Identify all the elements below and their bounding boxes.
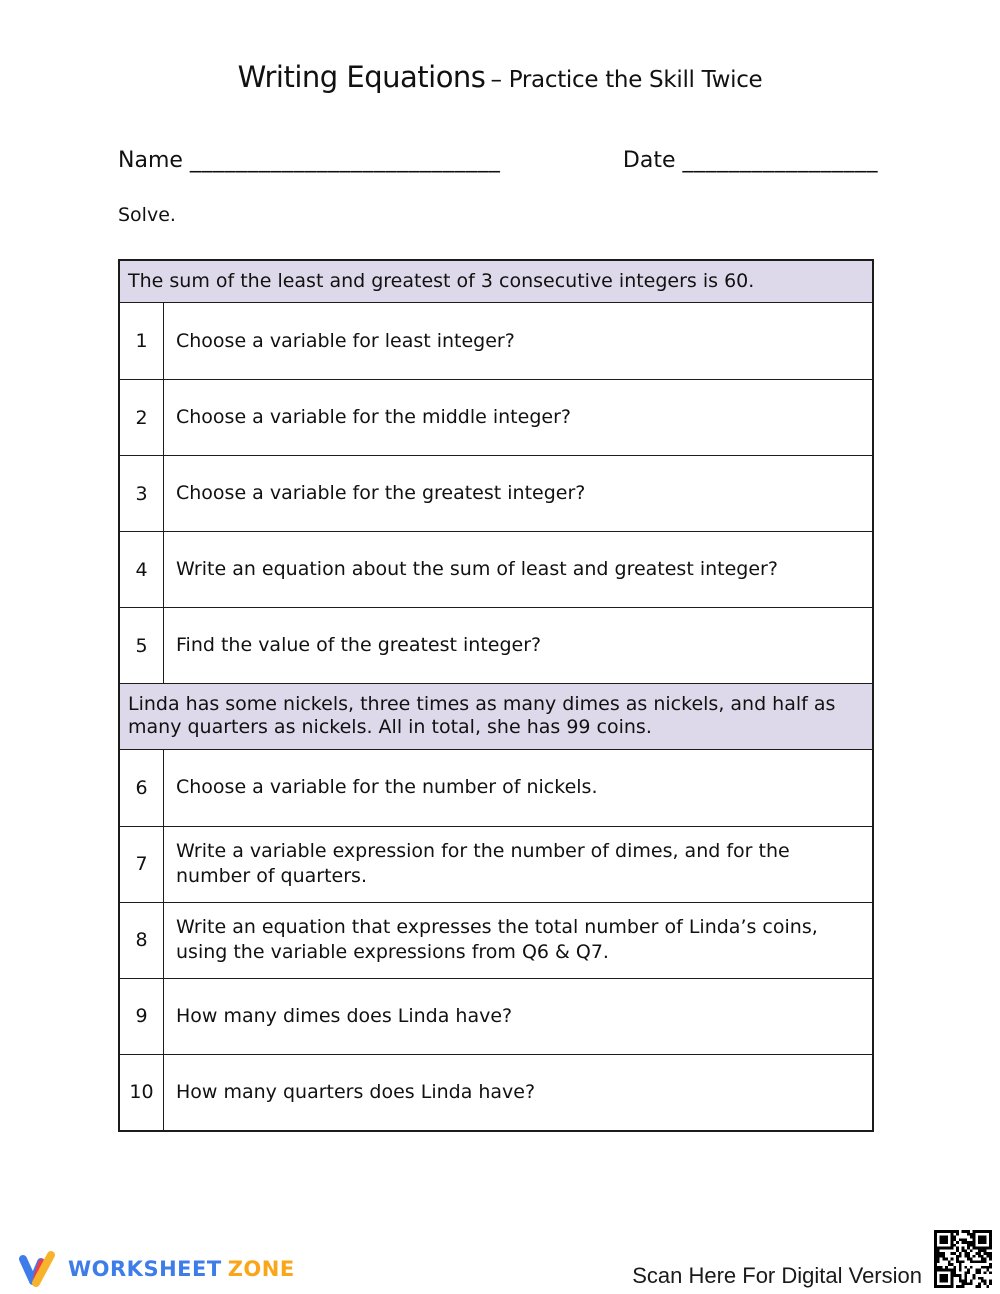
question-number: 5 <box>120 608 164 683</box>
questions-table <box>118 259 874 1132</box>
solve-instruction: Solve. <box>118 204 176 226</box>
question-text: Choose a variable for least integer? <box>176 329 515 352</box>
question-row <box>120 531 872 607</box>
question-number: 4 <box>120 532 164 607</box>
question-number: 2 <box>120 380 164 455</box>
logo-w-icon <box>18 1248 60 1290</box>
question-number: 3 <box>120 456 164 531</box>
question-row <box>120 750 872 826</box>
section-linda-coins <box>120 683 872 1129</box>
question-number: 10 <box>120 1055 164 1130</box>
qr-code-icon <box>934 1230 992 1288</box>
worksheetzone-logo <box>18 1248 295 1290</box>
section-problem-statement: Linda has some nickels, three times as many dimes as nickels, and half as many quarters as nickels. All in total, she has 99 coins. <box>120 683 872 749</box>
question-row <box>120 1054 872 1130</box>
question-row <box>120 455 872 531</box>
question-row <box>120 826 872 902</box>
section-consecutive-integers <box>120 261 872 683</box>
name-field <box>118 148 500 173</box>
question-text: Write an equation about the sum of least and greatest integer? <box>176 558 778 581</box>
question-row <box>120 607 872 683</box>
question-text: How many quarters does Linda have? <box>176 1080 536 1103</box>
brand-worksheet: WORKSHEET <box>68 1257 222 1281</box>
question-row <box>120 379 872 455</box>
question-text: Find the value of the greatest integer? <box>176 634 542 657</box>
name-blank-line: ___________________________ <box>189 148 501 173</box>
section-rows <box>120 303 872 683</box>
brand-name <box>68 1257 295 1281</box>
question-text: Write an equation that expresses the total number of Linda’s coins, using the variable expressions from Q6 & Q7. <box>176 916 818 964</box>
date-blank-line: _________________ <box>682 148 878 173</box>
page-title <box>0 60 1000 94</box>
question-number: 9 <box>120 979 164 1054</box>
question-text: How many dimes does Linda have? <box>176 1004 513 1027</box>
date-field <box>623 148 878 173</box>
scan-here-text: Scan Here For Digital Version <box>632 1263 922 1288</box>
question-row <box>120 303 872 379</box>
title-sub: – Practice the Skill Twice <box>490 67 763 93</box>
name-label: Name <box>118 148 183 173</box>
question-number: 6 <box>120 750 164 826</box>
brand-zone: ZONE <box>227 1257 295 1281</box>
question-text: Choose a variable for the number of nickels. <box>176 776 598 799</box>
title-main: Writing Equations <box>237 60 486 94</box>
question-row <box>120 978 872 1054</box>
question-text: Write a variable expression for the number of dimes, and for the number of quarters. <box>176 840 790 888</box>
name-date-row <box>118 148 878 173</box>
question-text: Choose a variable for the greatest integer? <box>176 482 586 505</box>
section-rows <box>120 750 872 1130</box>
question-text: Choose a variable for the middle integer? <box>176 406 571 429</box>
question-number: 1 <box>120 303 164 379</box>
question-number: 7 <box>120 827 164 902</box>
date-label: Date <box>622 148 676 173</box>
section-problem-statement: The sum of the least and greatest of 3 consecutive integers is 60. <box>120 261 872 303</box>
question-row <box>120 902 872 978</box>
question-number: 8 <box>120 903 164 978</box>
